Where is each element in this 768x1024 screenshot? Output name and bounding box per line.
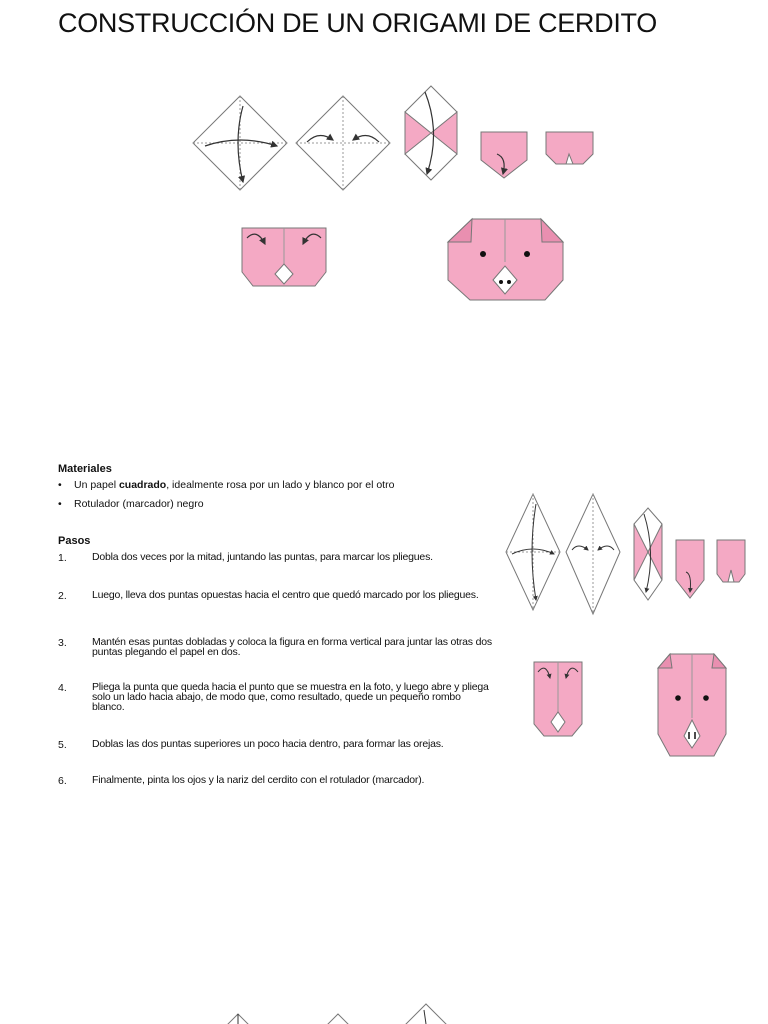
side-step4 bbox=[676, 540, 704, 598]
origami-steps-illustration-top bbox=[185, 82, 605, 307]
origami-steps-illustration-side bbox=[498, 488, 756, 763]
step-item: 5. Doblas las dos puntas superiores un poco hacia dentro, para formar las orejas. bbox=[58, 738, 444, 751]
step-item: 3. Mantén esas puntas dobladas y coloca la figura en forma vertical para juntar las otras dos puntas plegando el papel en dos. bbox=[58, 636, 492, 658]
material-item: • Un papel cuadrado, idealmente rosa por un lado y blanco por el otro bbox=[58, 479, 488, 498]
step3-diagram bbox=[405, 86, 457, 180]
materials-heading: Materiales bbox=[58, 463, 112, 475]
side-step5 bbox=[717, 540, 745, 582]
side-step1 bbox=[506, 494, 560, 610]
side-pig-face bbox=[658, 654, 726, 756]
step-item: 1. Dobla dos veces por la mitad, juntando las puntas, para marcar los pliegues. bbox=[58, 551, 433, 564]
step-item: 2. Luego, lleva dos puntas opuestas hacia el centro que quedó marcado por los pliegues. bbox=[58, 589, 479, 602]
step2-diagram bbox=[296, 96, 390, 190]
origami-steps-illustration-bottom bbox=[200, 1000, 460, 1024]
steps-heading: Pasos bbox=[58, 535, 91, 547]
step-item: 4. Pliega la punta que queda hacia el punto que se muestra en la foto, y luego abre y pliega solo un lado hacia abajo, de modo que, como resultado, quede un pequeño rombo blanco. bbox=[58, 681, 489, 713]
step5-diagram bbox=[546, 132, 593, 164]
side-step2 bbox=[566, 494, 620, 614]
step4-diagram bbox=[481, 132, 527, 178]
side-step6 bbox=[534, 662, 582, 736]
side-step3 bbox=[634, 508, 662, 600]
material-item: • Rotulador (marcador) negro bbox=[58, 498, 488, 517]
step1-diagram bbox=[193, 96, 287, 190]
step6-diagram bbox=[242, 228, 326, 286]
material-bold: cuadrado bbox=[118, 479, 167, 491]
page-title: CONSTRUCCIÓN DE UN ORIGAMI DE CERDITO bbox=[58, 8, 657, 38]
step-item: 6. Finalmente, pinta los ojos y la nariz del cerdito con el rotulador (marcador). bbox=[58, 774, 425, 787]
materials-list bbox=[58, 479, 488, 517]
pig-face-final bbox=[448, 219, 563, 300]
